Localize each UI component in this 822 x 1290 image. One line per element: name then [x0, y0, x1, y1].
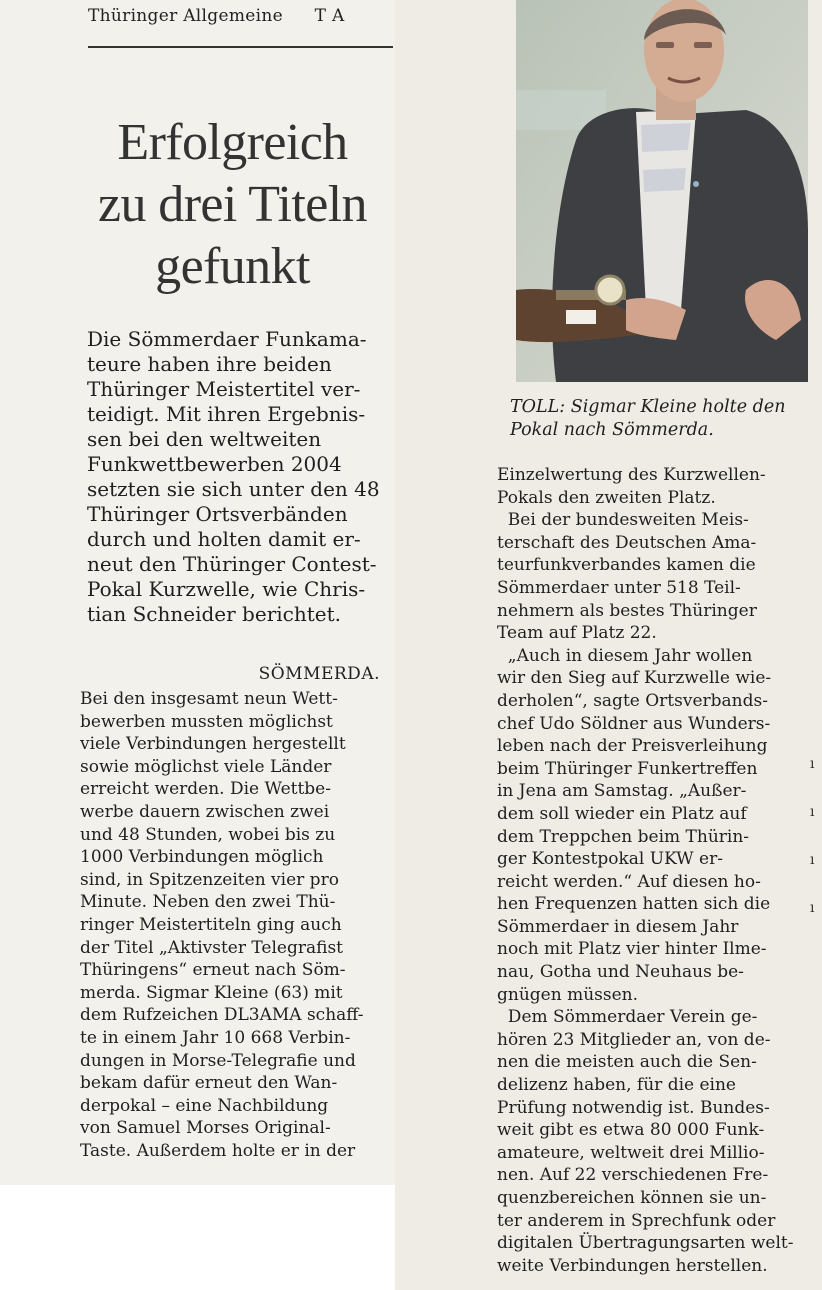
text-line: der Titel „Aktivster Telegrafist — [80, 937, 344, 958]
caption-line: Pokal nach Sömmerda. — [510, 420, 714, 440]
text-line: nehmern als bestes Thüringer — [497, 600, 757, 621]
photo-caption — [510, 396, 810, 442]
text-line: wir den Sieg auf Kurzwelle wie- — [497, 668, 772, 689]
headline-line: Erfolgreich — [117, 114, 348, 171]
text-line: „Auch in diesem Jahr wollen — [497, 645, 753, 666]
text-line: tian Schneider berichtet. — [87, 602, 341, 626]
headline-line: zu drei Titeln — [98, 176, 367, 233]
text-line: dem Rufzeichen DL3AMA schaff- — [80, 1005, 364, 1026]
photo — [516, 0, 808, 382]
text-line: weite Verbindungen herstellen. — [497, 1255, 768, 1276]
text-line: dem Treppchen beim Thürin- — [497, 826, 750, 847]
text-line: Bei den insgesamt neun Wett- — [80, 689, 338, 709]
masthead-rule — [88, 46, 393, 48]
body-column-right — [497, 464, 802, 1277]
masthead — [88, 6, 398, 26]
text-line: noch mit Platz vier hinter Ilme- — [497, 939, 767, 960]
headline-line: gefunkt — [155, 238, 310, 295]
text-line: bekam dafür erneut den Wan- — [80, 1073, 338, 1094]
text-line: dem soll wieder ein Platz auf — [497, 803, 747, 824]
text-line: teidigt. Mit ihren Ergebnis- — [87, 402, 366, 426]
text-line: ger Kontestpokal UKW er- — [497, 849, 723, 870]
text-line: setzten sie sich unter den 48 — [87, 477, 380, 501]
text-line: Prüfung notwendig ist. Bundes- — [497, 1097, 770, 1118]
text-line: Team auf Platz 22. — [497, 623, 657, 644]
text-line: te in einem Jahr 10 668 Verbin- — [80, 1027, 351, 1048]
text-line: sen bei den weltweiten — [87, 427, 322, 451]
lead-paragraph — [87, 327, 380, 627]
text-line: Minute. Neben den zwei Thü- — [80, 892, 336, 913]
text-line: nen. Auf 22 verschiedenen Fre- — [497, 1165, 769, 1186]
text-line: Bei der bundesweiten Meis- — [497, 510, 749, 531]
text-line: durch und holten damit er- — [87, 527, 361, 551]
text-line: Einzelwertung des Kurzwellen- — [497, 465, 766, 485]
text-line: Dem Sömmerdaer Verein ge- — [497, 1007, 758, 1028]
dateline: SÖMMERDA. — [258, 664, 380, 684]
text-line: Sömmerdaer unter 518 Teil- — [497, 577, 741, 598]
text-line: von Samuel Morses Original- — [80, 1118, 331, 1139]
photo-man-with-morse-key-trophy-icon — [516, 0, 808, 382]
text-line: beim Thüringer Funkertreffen — [497, 758, 758, 779]
text-line: hen Frequenzen hatten sich die — [497, 894, 771, 915]
text-line: gnügen müssen. — [497, 984, 639, 1005]
text-line: delizenz haben, für die eine — [497, 1075, 736, 1096]
text-line: merda. Sigmar Kleine (63) mit — [80, 982, 343, 1003]
text-line: leben nach der Preisverleihung — [497, 736, 768, 757]
text-line: Sömmerdaer in diesem Jahr — [497, 916, 739, 937]
text-line: derholen“, sagte Ortsverbands- — [497, 690, 768, 711]
section-mark: T A — [314, 6, 345, 26]
text-line: Pokals den zweiten Platz. — [497, 487, 716, 508]
caption-line: TOLL: Sigmar Kleine holte den — [510, 397, 786, 417]
text-line: amateure, weltweit drei Millio- — [497, 1142, 765, 1163]
text-line: digitalen Übertragungsarten welt- — [497, 1233, 794, 1254]
text-line: ringer Meistertiteln ging auch — [80, 914, 342, 935]
text-line: 1000 Verbindungen möglich — [80, 847, 324, 868]
text-line: sind, in Spitzenzeiten vier pro — [80, 869, 339, 890]
text-line: Pokal Kurzwelle, wie Chris- — [87, 577, 366, 601]
text-line: Funkwettbewerben 2004 — [87, 452, 342, 476]
adjacent-column-edge: ı ı ı ı — [810, 756, 815, 916]
text-line: viele Verbindungen hergestellt — [80, 734, 346, 755]
text-line: reicht werden.“ Auf diesen ho- — [497, 871, 761, 892]
text-line: Taste. Außerdem holte er in der — [80, 1140, 356, 1161]
text-line: neut den Thüringer Contest- — [87, 552, 377, 576]
text-line: hören 23 Mitglieder an, von de- — [497, 1029, 771, 1050]
text-line: nen die meisten auch die Sen- — [497, 1052, 757, 1073]
text-line: Thüringens“ erneut nach Söm- — [80, 960, 346, 981]
text-line: chef Udo Söldner aus Wunders- — [497, 713, 771, 734]
text-line: dungen in Morse-Telegrafie und — [80, 1050, 356, 1071]
newspaper-name: Thüringer Allgemeine — [88, 6, 283, 26]
text-line: weit gibt es etwa 80 000 Funk- — [497, 1120, 765, 1141]
text-line: nau, Gotha und Neuhaus be- — [497, 962, 744, 983]
text-line: sowie möglichst viele Länder — [80, 756, 332, 777]
text-line: teurfunkverbandes kamen die — [497, 555, 756, 576]
text-line: terschaft des Deutschen Ama- — [497, 532, 757, 553]
text-line: erreicht werden. Die Wettbe- — [80, 779, 331, 800]
text-line: Thüringer Meistertitel ver- — [87, 377, 361, 401]
text-line: quenzbereichen können sie un- — [497, 1188, 767, 1208]
body-column-left — [80, 688, 375, 1162]
text-line: Thüringer Ortsverbänden — [87, 502, 348, 526]
text-line: werbe dauern zwischen zwei — [80, 801, 330, 822]
text-line: bewerben mussten möglichst — [80, 711, 333, 732]
text-line: Die Sömmerdaer Funkama- — [87, 327, 367, 351]
text-line: teure haben ihre beiden — [87, 352, 332, 376]
text-line: und 48 Stunden, wobei bis zu — [80, 824, 336, 845]
text-line: in Jena am Samstag. „Außer- — [497, 781, 747, 802]
text-line: ter anderem in Sprechfunk oder — [497, 1210, 776, 1231]
headline — [60, 112, 405, 298]
text-line: derpokal – eine Nachbildung — [80, 1095, 329, 1116]
